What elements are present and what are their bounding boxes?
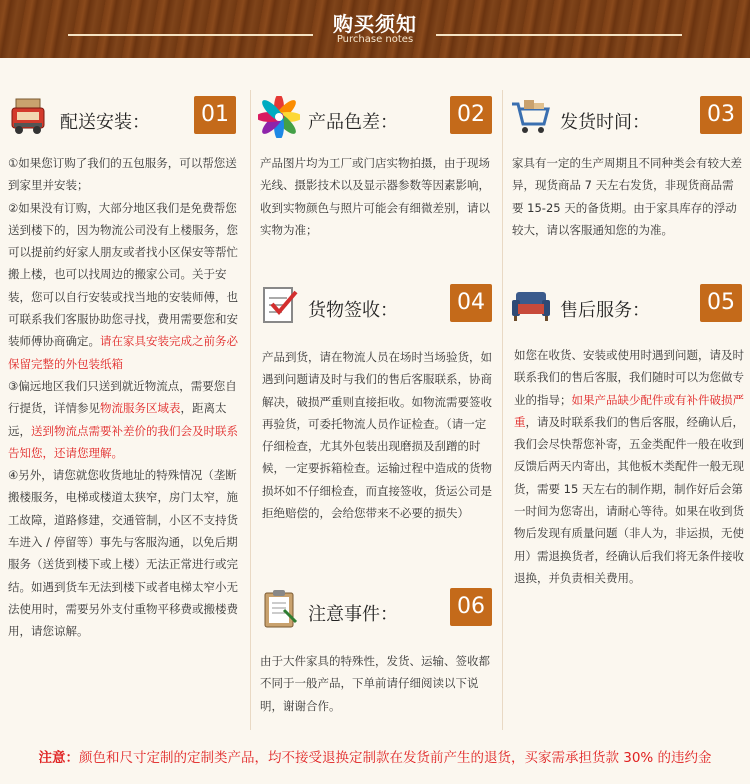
- card-body: 产品图片均为工厂或门店实物拍摄，由于现场光线、摄影技术以及显示器参数等因素影响，收到实物颜色与照片可能会有细微差别，请以实物为准；: [260, 156, 490, 237]
- card-aftersales: [510, 284, 744, 644]
- badge-number: 02: [450, 96, 492, 134]
- footer-text: 颜色和尺寸定制的定制类产品，均不接受退换定制款在发货前产生的退货，买家需承担货款 30% 的违约金: [78, 750, 712, 766]
- highlight-text: 如果产品缺少配件或有补件破损严重: [514, 392, 744, 429]
- card-title: 产品色差：: [308, 112, 398, 133]
- highlight-text: 送到物流点需要补差价的我们会及时联系告知您，还请您理解。: [8, 423, 238, 460]
- column-divider: [250, 90, 251, 730]
- paragraph: ①如果您订购了我们的五包服务，可以帮您送到家里并安装；: [8, 156, 237, 193]
- paragraph: ③偏远地区我们只送到就近物流点，需要您自行提货，详情参见物流服务区域表，距离太远，送到物流点需要补差价的我们会及时联系告知您，还请您理解。: [8, 378, 238, 460]
- header-banner: [0, 0, 750, 58]
- shipping-area-link[interactable]: 物流服务区域表: [100, 401, 181, 416]
- badge-number: 05: [700, 284, 742, 322]
- footer-notice: [0, 746, 750, 766]
- card-delivery: [8, 96, 244, 656]
- card-body: 家具有一定的生产周期且不同种类会有较大差异，现货商品 7 天左右发货，非现货商品需要 15-25 天的备货期。由于家具库存的浮动较大，请以客服通知您的为准。: [512, 156, 742, 237]
- card-title: 发货时间：: [560, 112, 650, 133]
- card-body: 由于大件家具的特殊性，发货、运输、签收都不同于一般产品，下单前请仔细阅读以下说明，谢谢合作。: [260, 654, 490, 713]
- clipboard-icon: [258, 588, 300, 630]
- page-title: 购买须知: [333, 12, 417, 36]
- paragraph: ②如果没有订购，大部分地区我们是免费帮您送到楼下的，因为物流公司没有上楼服务，您可以提前约好家人朋友或者找小区保安等帮忙搬上楼，也可以找周边的搬家公司。关于安装，您可以自行安装或找当地的安装师傅，也可联系我们客服协助您寻找，费用需要您和安装师傅协商确定。请在家具安装完成之前务必保留完整的外包装纸箱: [8, 200, 238, 371]
- badge-number: 01: [194, 96, 236, 134]
- card-shipping: [510, 96, 744, 256]
- badge-number: 03: [700, 96, 742, 134]
- sofa-icon: [510, 284, 552, 326]
- card-body: 产品到货，请在物流人员在场时当场验货，如遇到问题请及时与我们的售后客服联系，协商解决，破损严重则直接拒收。如物流需要签收再验货，可委托物流人员作证检查。（请一定仔细检查，尤其外包装出现磨损及刮蹭的时候，一定要拆箱检查。运输过程中造成的货物损坏如不仔细检查，而直接签收，货运公司是拒绝赔偿的，会给您带来不必要的损失）: [262, 350, 492, 521]
- card-body: 如您在收货、安装或使用时遇到问题，请及时联系我们的售后客服，我们随时可以为您做专业的指导；如果产品缺少配件或有补件破损严重，请及时联系我们的售后客服，经确认后，我们会尽快帮您补寄，五金类配件一般在收到反馈后两天内寄出，其他板木类配件一般无现货，需要 15 天左右的制作期，制作好后会第一时间为您寄出，请耐心等待。如果在收到货物后发现有质量问题（非人为，非运损，无使用）需退换货者，经确认后我们将无条件接收退换，并负责相关费用。: [514, 348, 744, 585]
- checklist-icon: [258, 284, 300, 326]
- card-title: 注意事件：: [308, 604, 398, 625]
- highlight-text: 请在家具安装完成之前务必保留完整的外包装纸箱: [8, 334, 238, 371]
- paragraph: ④另外，请您就您收货地址的特殊情况（垄断搬楼服务，电梯或楼道太狭窄，房门太窄，施工故障，道路修建，交通管制，小区不支持货车进入 / 停留等）事先与客服沟通，以免后期服务（送货到楼下或上楼）无法正常进行或完结。如遇到货车无法到楼下或者电梯太窄小无法使用时，需要另外支付重物平移费或搬楼费用，请您谅解。: [8, 468, 238, 639]
- card-title: 售后服务：: [560, 300, 650, 321]
- card-notice: [258, 588, 496, 728]
- card-title: 配送安装：: [60, 112, 150, 133]
- column-divider: [502, 90, 503, 730]
- card-body: [8, 152, 244, 643]
- card-title: 货物签收：: [308, 300, 398, 321]
- shopping-cart-icon: [510, 96, 552, 138]
- badge-number: 04: [450, 284, 492, 322]
- truck-icon: [8, 96, 50, 138]
- page-subtitle: Purchase notes: [336, 34, 414, 45]
- footer-label: 注意：: [38, 750, 79, 766]
- card-color: [258, 96, 496, 256]
- card-receipt: [258, 284, 496, 554]
- color-palette-icon: [258, 96, 300, 138]
- badge-number: 06: [450, 588, 492, 626]
